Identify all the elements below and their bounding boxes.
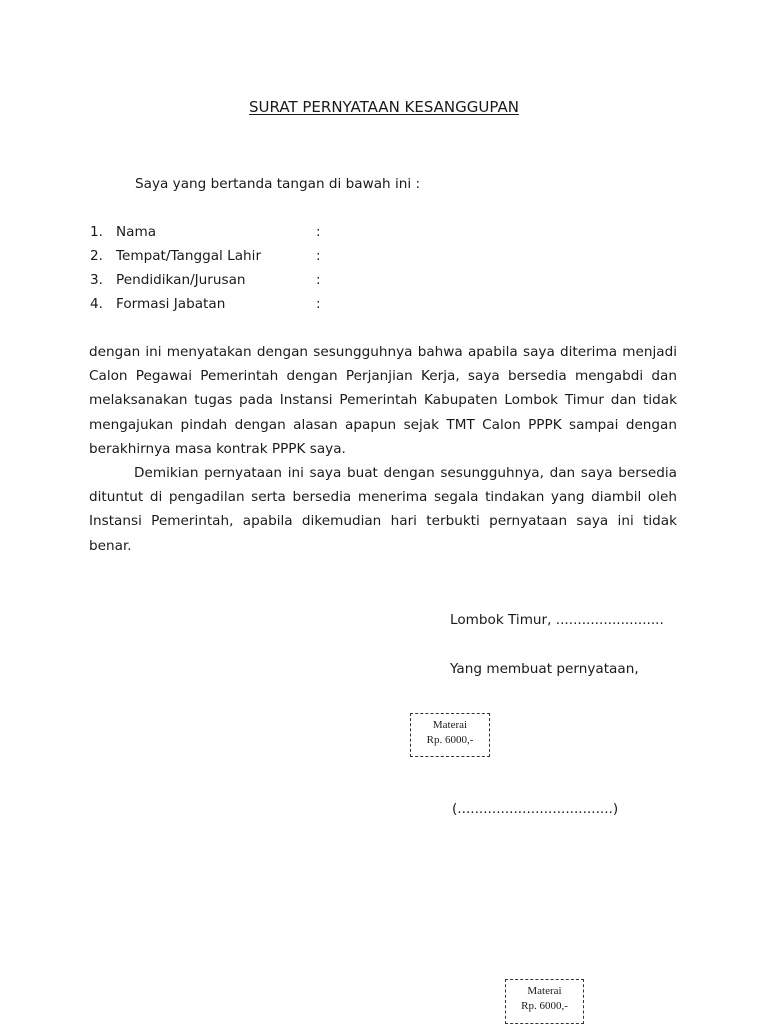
field-label: Pendidikan/Jurusan <box>116 272 246 288</box>
field-item-nama <box>90 223 350 247</box>
field-label: Tempat/Tanggal Lahir <box>116 248 262 264</box>
signatory-label: Yang membuat pernyataan, <box>450 661 639 677</box>
field-number: 4. <box>90 296 103 312</box>
field-number: 1. <box>90 224 103 240</box>
document-title-text: SURAT PERNYATAAN KESANGGUPAN <box>249 98 519 116</box>
stamp-value: Rp. 6000,- <box>426 734 474 746</box>
document-title <box>0 98 768 116</box>
stamp-label: Materai <box>432 719 468 731</box>
field-item-formasi-jabatan <box>90 295 350 319</box>
stamp-value: Rp. 6000,- <box>521 1000 568 1012</box>
materai-stamp-box <box>410 713 490 757</box>
place-date-line: Lombok Timur, ......................... <box>450 612 664 628</box>
identity-field-list <box>90 223 350 319</box>
signature-name-placeholder: (....................................) <box>452 801 619 817</box>
statement-paragraph: dengan ini menyatakan dengan sesungguhnya bahwa apabila saya diterima menjadi Calon Pegawai Pemerintah dengan Perjanjian Kerja, saya bersedia mengabdi dan melaksanakan tugas pada Instansi Pemerintah Kabupaten Lombok Timur dan tidak mengajukan pindah dengan alasan apapun sejak TMT Calon PPPK sampai dengan berakhirnya masa kontrak PPPK saya. <box>89 344 677 457</box>
field-item-tempat-tanggal-lahir <box>90 247 350 271</box>
field-label: Formasi Jabatan <box>116 296 226 312</box>
field-colon: : <box>316 224 321 240</box>
field-colon: : <box>316 296 321 312</box>
closing-paragraph: Demikian pernyataan ini saya buat dengan sesungguhnya, dan saya bersedia dituntut di pengadilan serta bersedia menerima segala tindakan yang diambil oleh Instansi Pemerintah, apabila dikemudian hari terbukti pernyataan saya ini tidak benar. <box>89 465 677 554</box>
stamp-label: Materai <box>527 985 562 997</box>
field-colon: : <box>316 248 321 264</box>
field-item-pendidikan-jurusan <box>90 271 350 295</box>
field-number: 2. <box>90 248 103 264</box>
intro-text: Saya yang bertanda tangan di bawah ini : <box>135 176 421 192</box>
materai-stamp-box <box>505 979 584 1024</box>
field-colon: : <box>316 272 321 288</box>
field-label: Nama <box>116 224 157 240</box>
field-number: 3. <box>90 272 103 288</box>
